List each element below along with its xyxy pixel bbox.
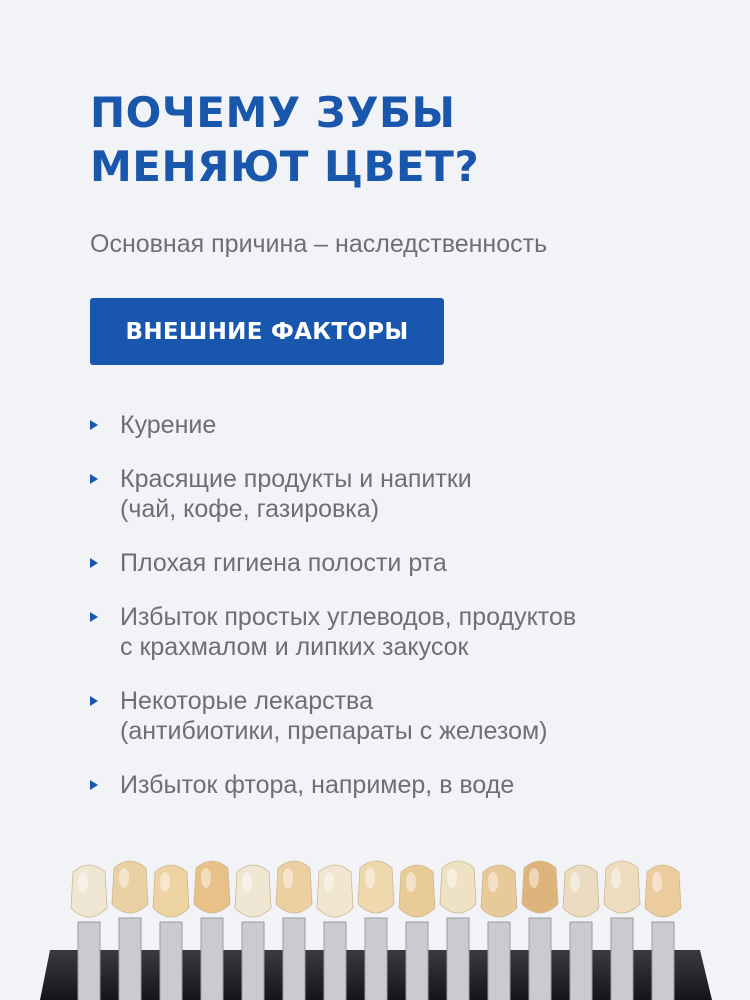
tooth-highlight bbox=[488, 872, 498, 892]
shade-tab-holder bbox=[119, 918, 141, 1000]
tooth-shade-sample bbox=[358, 861, 394, 913]
bullet-triangle-icon bbox=[90, 696, 98, 706]
tooth-highlight bbox=[242, 872, 252, 892]
shade-tab-holder bbox=[611, 918, 633, 1000]
tooth-shade-sample bbox=[645, 865, 681, 917]
tooth-highlight bbox=[529, 868, 539, 888]
tooth-shade-sample bbox=[194, 861, 230, 913]
list-item bbox=[90, 686, 710, 746]
tooth-shade-sample bbox=[71, 865, 107, 917]
tooth-shade-sample bbox=[604, 861, 640, 913]
shade-tab-holder bbox=[78, 922, 100, 1000]
list-item bbox=[90, 548, 710, 578]
bullet-triangle-icon bbox=[90, 474, 98, 484]
shade-tab-holder bbox=[447, 918, 469, 1000]
list-item bbox=[90, 464, 710, 524]
bullet-triangle-icon bbox=[90, 420, 98, 430]
shade-tab-holder bbox=[242, 922, 264, 1000]
tooth-shade-sample bbox=[317, 865, 353, 917]
shade-tab-holder bbox=[529, 918, 551, 1000]
list-item-text: Некоторые лекарства (антибиотики, препараты с железом) bbox=[120, 687, 548, 745]
shade-tab-holder bbox=[201, 918, 223, 1000]
list-item-text: Избыток фтора, например, в воде bbox=[120, 771, 515, 799]
shade-tab-holder bbox=[365, 918, 387, 1000]
list-item-text: Плохая гигиена полости рта bbox=[120, 549, 447, 577]
tooth-shade-sample bbox=[481, 865, 517, 917]
list-item-text: Курение bbox=[120, 411, 217, 439]
tooth-shade-guide-image bbox=[0, 820, 750, 1000]
tooth-shade-sample bbox=[276, 861, 312, 913]
factors-list bbox=[90, 410, 710, 824]
tooth-shade-sample bbox=[440, 861, 476, 913]
tooth-shade-sample bbox=[235, 865, 271, 917]
list-item-text: Красящие продукты и напитки (чай, кофе, газировка) bbox=[120, 465, 472, 523]
bullet-triangle-icon bbox=[90, 780, 98, 790]
tooth-highlight bbox=[160, 872, 170, 892]
shade-tab-holder bbox=[283, 918, 305, 1000]
page-title bbox=[90, 86, 479, 194]
shade-tab-holder bbox=[488, 922, 510, 1000]
tooth-highlight bbox=[324, 872, 334, 892]
shade-tab-holder bbox=[570, 922, 592, 1000]
tooth-highlight bbox=[119, 868, 129, 888]
title-line-1: ПОЧЕМУ ЗУБЫ bbox=[90, 88, 456, 137]
tooth-highlight bbox=[652, 872, 662, 892]
tooth-shade-sample bbox=[399, 865, 435, 917]
tooth-shade-sample bbox=[522, 861, 558, 913]
tooth-highlight bbox=[78, 872, 88, 892]
subtitle: Основная причина – наследственность bbox=[90, 230, 548, 258]
tooth-highlight bbox=[365, 868, 375, 888]
tooth-highlight bbox=[611, 868, 621, 888]
bullet-triangle-icon bbox=[90, 612, 98, 622]
list-item bbox=[90, 770, 710, 800]
list-item bbox=[90, 602, 710, 662]
list-item-text: Избыток простых углеводов, продуктов с крахмалом и липких закусок bbox=[120, 603, 577, 661]
tooth-shade-sample bbox=[153, 865, 189, 917]
shade-tab-holder bbox=[406, 922, 428, 1000]
tooth-highlight bbox=[283, 868, 293, 888]
shade-tab-holder bbox=[160, 922, 182, 1000]
tooth-highlight bbox=[447, 868, 457, 888]
section-badge bbox=[90, 298, 444, 365]
tooth-highlight bbox=[201, 868, 211, 888]
badge-label: ВНЕШНИЕ ФАКТОРЫ bbox=[125, 318, 409, 345]
tooth-shade-sample bbox=[563, 865, 599, 917]
bullet-triangle-icon bbox=[90, 558, 98, 568]
list-item bbox=[90, 410, 710, 440]
tooth-highlight bbox=[570, 872, 580, 892]
shade-tab-holder bbox=[652, 922, 674, 1000]
tooth-shade-sample bbox=[112, 861, 148, 913]
tooth-highlight bbox=[406, 872, 416, 892]
title-line-2: МЕНЯЮТ ЦВЕТ? bbox=[90, 142, 480, 191]
shade-tab-holder bbox=[324, 922, 346, 1000]
